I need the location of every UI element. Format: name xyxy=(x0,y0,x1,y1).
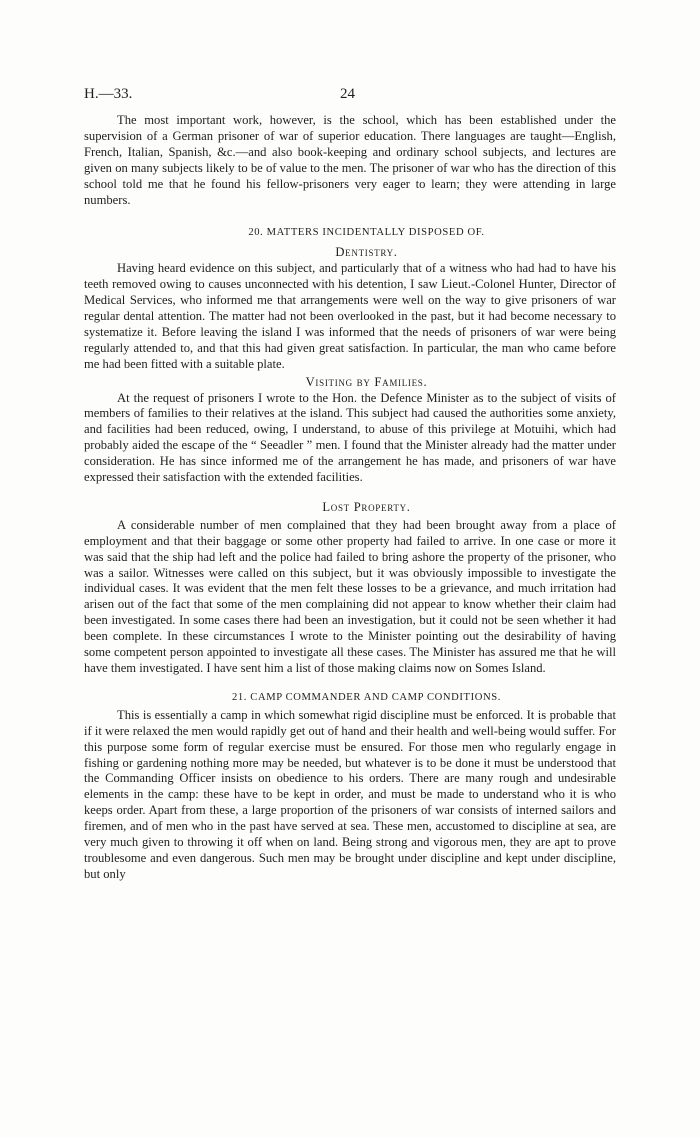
page-number: 24 xyxy=(340,86,355,102)
paragraph-lost-property: A considerable number of men complained that they had been brought away from a place of employment and that their baggage or some other property had failed to arrive. In one case or more it was said that the ship had left and the police had failed to bring ashore the property of the prisoner, who was a sailor. Witnesses were called on this subject, but it was obviously impossible to investigate the individual cases. It was evident that the men felt these losses to be a grievance, and much irritation had arisen out of the fact that some of the men complaining did not appear to know whether their claim had been investigated. In some cases there had been an investigation, but it could not be seen whether it had been complete. In these circumstances I wrote to the Minister pointing out the desirability of having some competent person appointed to investigate all these cases. The Minister has assured me that he will have them investigated. I have sent him a list of those making claims now on Somes Island. xyxy=(84,517,616,675)
paragraph-dentistry: Having heard evidence on this subject, and particularly that of a witness who had had to have his teeth removed owing to causes unconnected with his detention, I saw Lieut.-Colonel Hunter, Director of Medical Services, who informed me that arrangements were well on the way to give prisoners of war regular dental attention. The matter had not been overlooked in the past, but it had become necessary to systematize it. Before leaving the island I was informed that the needs of prisoners of war were being regularly attended to, and that this had given great satisfaction. In particular, the man who came before me had been fitted with a suitable plate. xyxy=(84,261,616,371)
page-body xyxy=(84,113,616,883)
paragraph-visiting: At the request of prisoners I wrote to the Hon. the Defence Minister as to the subject of visits of members of families to their relatives at the island. This subject had caused the authorities some anxiety, and facilities had been reduced, owing, I understand, to abuse of this privilege at Motuihi, which had probably aided the escape of the “ Seeadler ” men. I found that the Minister already had the matter under consideration. He has since informed me of the arrangement he has made, and prisoners of war have expressed their satisfaction with the extended facilities. xyxy=(84,390,616,485)
section-heading-21: 21. CAMP COMMANDER AND CAMP CONDITIONS. xyxy=(232,691,501,703)
page-header xyxy=(84,86,616,106)
subheading-lost-property: Lost Property. xyxy=(322,499,411,514)
paragraph-school: The most important work, however, is the school, which has been established under the supervision of a German prisoner of war of superior education. There languages are taught—English, French, Italian, Spanish, &c.—and also book-keeping and ordinary school subjects, and lectures are given on many subjects likely to be of value to the men. The prisoner of war who has the direction of this school told me that he found his fellow-prisoners very eager to learn; they were attending in large numbers. xyxy=(84,113,616,207)
paragraph-camp-conditions: This is essentially a camp in which somewhat rigid discipline must be enforced. It is probable that if it were relaxed the men would rapidly get out of hand and their health and well-being would suffer. For this purpose some form of regular exercise must be ensured. For those men who regularly engage in fishing or gardening nothing more may be needed, but whatever is to be done it must be understood that the Commanding Officer insists on obedience to his orders. There are many rough and undesirable elements in the camp: these have to be kept in order, and must be made to understand who it is who keeps order. Apart from these, a large proportion of the prisoners of war consists of interned sailors and firemen, and of men who in the past have served at sea. These men, accustomed to discipline at sea, are very much given to throwing it off when on land. Being strong and vigorous men, they are apt to prove troublesome and even dangerous. Such men may be brought under discipline and kept under discipline, but only xyxy=(84,707,616,881)
section-heading-20: 20. MATTERS INCIDENTALLY DISPOSED OF. xyxy=(248,227,485,239)
subheading-dentistry: Dentistry. xyxy=(335,245,398,260)
report-reference: H.—33. xyxy=(84,86,133,102)
subheading-visiting-by-families: Visiting by Families. xyxy=(305,374,428,389)
